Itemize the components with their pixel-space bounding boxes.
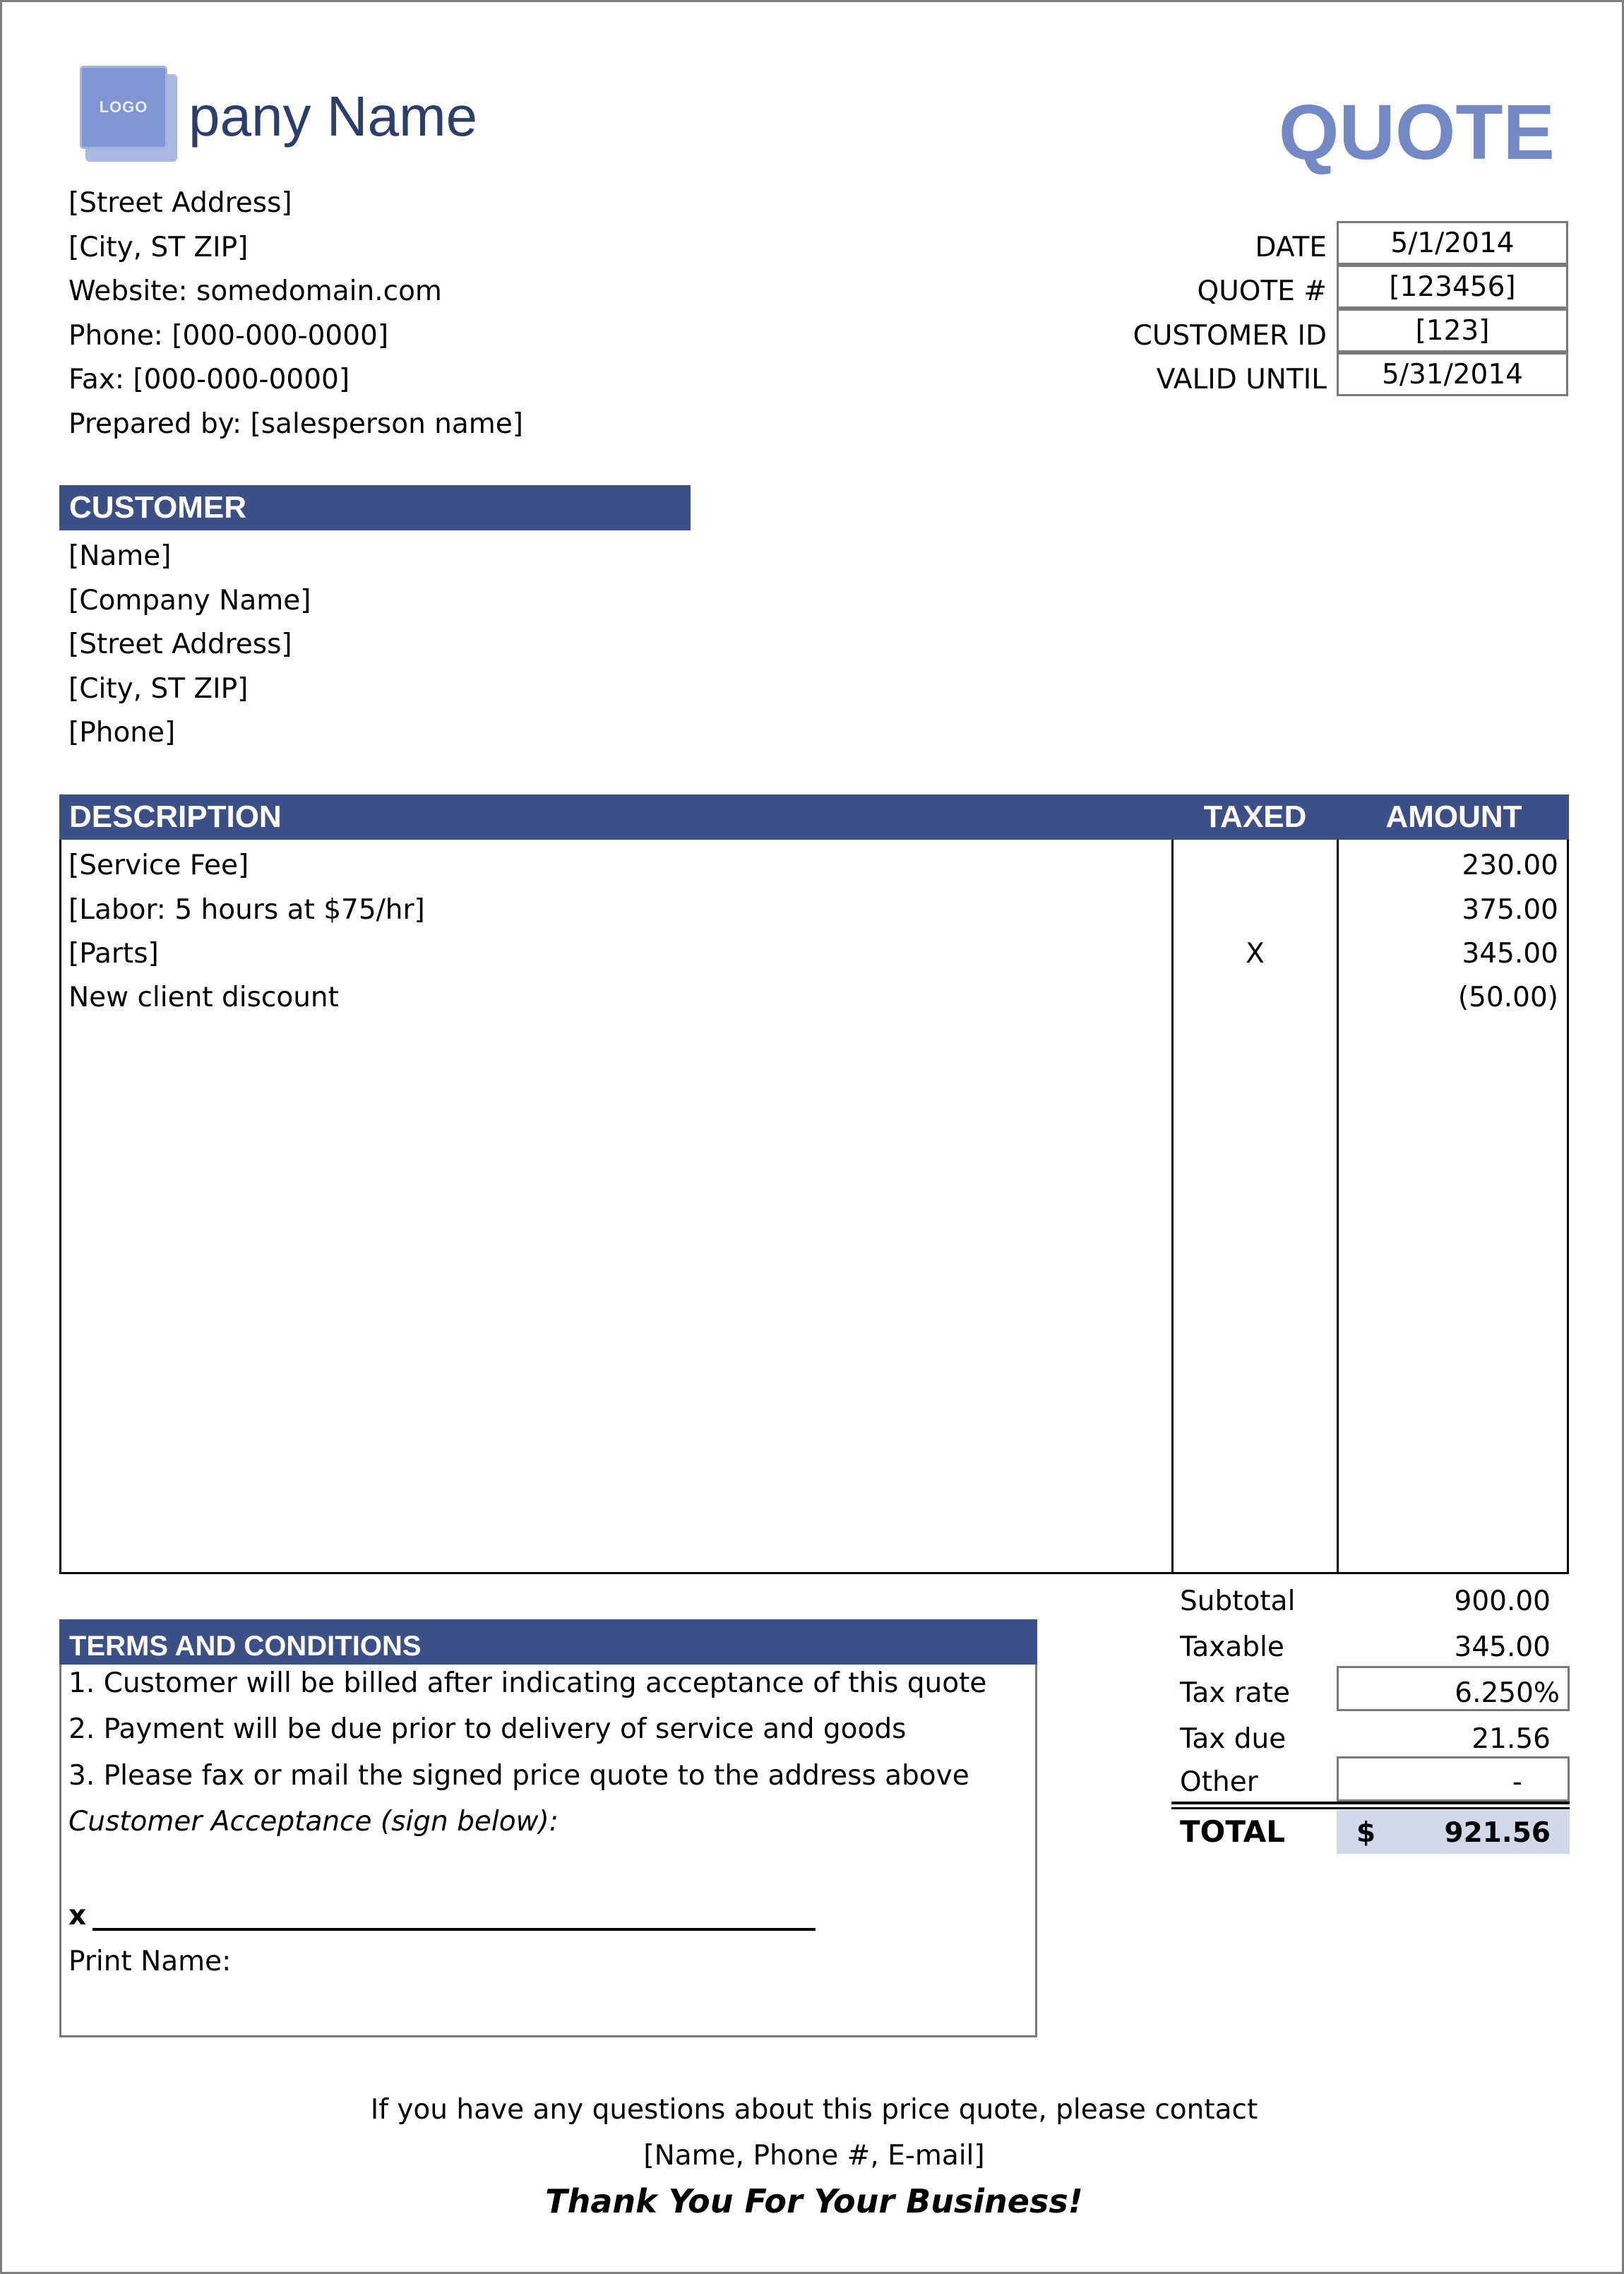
tax-rate-value: 6.250% — [1455, 1677, 1560, 1709]
quote-number-label: QUOTE # — [1197, 275, 1327, 307]
signature-x: x — [68, 1900, 87, 1931]
taxable-label: Taxable — [1180, 1631, 1284, 1663]
customer-id-value: [123] — [1415, 314, 1490, 347]
item-description[interactable]: New client discount — [68, 982, 339, 1013]
item-description[interactable]: [Service Fee] — [68, 850, 249, 881]
logo-text: LOGO — [99, 98, 148, 116]
terms-line-2: 2. Payment will be due prior to delivery of service and goods — [68, 1713, 907, 1745]
customer-heading: CUSTOMER — [59, 485, 691, 530]
total-rule-top — [1171, 1802, 1570, 1804]
date-label: DATE — [1255, 232, 1327, 263]
customer-id-label: CUSTOMER ID — [1133, 320, 1327, 352]
customer-company: [Company Name] — [68, 585, 311, 617]
logo-icon — [80, 66, 167, 149]
total-rule-bottom — [1171, 1807, 1570, 1809]
date-field[interactable] — [1337, 221, 1568, 265]
terms-heading: TERMS AND CONDITIONS — [59, 1619, 1037, 1665]
total-value: 921.56 — [1444, 1817, 1551, 1849]
prepared-by: Prepared by: [salesperson name] — [68, 408, 523, 440]
other-value: - — [1512, 1766, 1522, 1798]
item-taxed[interactable]: X — [1246, 938, 1265, 970]
tax-rate-label: Tax rate — [1180, 1677, 1290, 1709]
company-street: [Street Address] — [68, 187, 292, 219]
company-city: [City, ST ZIP] — [68, 232, 249, 263]
customer-street: [Street Address] — [68, 629, 292, 660]
signature-line[interactable] — [92, 1928, 816, 1931]
customer-city: [City, ST ZIP] — [68, 673, 249, 705]
company-phone: Phone: [000-000-0000] — [68, 320, 389, 352]
date-value: 5/1/2014 — [1390, 227, 1515, 259]
terms-line-3: 3. Please fax or mail the signed price quote to the address above — [68, 1760, 969, 1792]
print-name-label: Print Name: — [68, 1946, 232, 1977]
document-title: QUOTE — [1278, 89, 1555, 176]
item-amount[interactable]: (50.00) — [1457, 982, 1558, 1013]
customer-id-field[interactable] — [1337, 309, 1568, 352]
company-name: pany Name — [189, 85, 478, 148]
contact-line-1: If you have any questions about this price quote, please contact — [370, 2094, 1258, 2126]
col-taxed: TAXED — [1203, 799, 1307, 834]
valid-until-field[interactable] — [1337, 352, 1568, 396]
other-label: Other — [1180, 1766, 1258, 1798]
col-amount: AMOUNT — [1385, 799, 1522, 834]
tax-due-label: Tax due — [1180, 1723, 1286, 1755]
total-label: TOTAL — [1180, 1814, 1286, 1849]
company-fax: Fax: [000-000-0000] — [68, 364, 350, 395]
item-description[interactable]: [Parts] — [68, 938, 159, 970]
item-amount[interactable]: 345.00 — [1462, 938, 1558, 970]
item-description[interactable]: [Labor: 5 hours at $75/hr] — [68, 894, 425, 926]
total-currency: $ — [1356, 1817, 1376, 1849]
valid-until-value: 5/31/2014 — [1382, 358, 1523, 391]
terms-line-1: 1. Customer will be billed after indicating acceptance of this quote — [68, 1667, 987, 1699]
customer-phone: [Phone] — [68, 717, 176, 749]
customer-name: [Name] — [68, 540, 172, 572]
taxable-value: 345.00 — [1454, 1631, 1551, 1663]
thank-you-message: Thank You For Your Business! — [545, 2182, 1083, 2220]
tax-due-value: 21.56 — [1471, 1723, 1551, 1755]
valid-until-label: VALID UNTIL — [1156, 364, 1327, 395]
item-amount[interactable]: 230.00 — [1462, 850, 1558, 881]
col-description: DESCRIPTION — [69, 799, 282, 834]
customer-acceptance-label: Customer Acceptance (sign below): — [68, 1806, 559, 1838]
contact-line-2: [Name, Phone #, E-mail] — [643, 2140, 985, 2172]
item-amount[interactable]: 375.00 — [1462, 894, 1558, 926]
subtotal-value: 900.00 — [1454, 1585, 1551, 1617]
quote-number-value: [123456] — [1389, 270, 1516, 303]
company-website: Website: somedomain.com — [68, 275, 442, 307]
subtotal-label: Subtotal — [1180, 1585, 1296, 1617]
quote-number-field[interactable] — [1337, 265, 1568, 309]
